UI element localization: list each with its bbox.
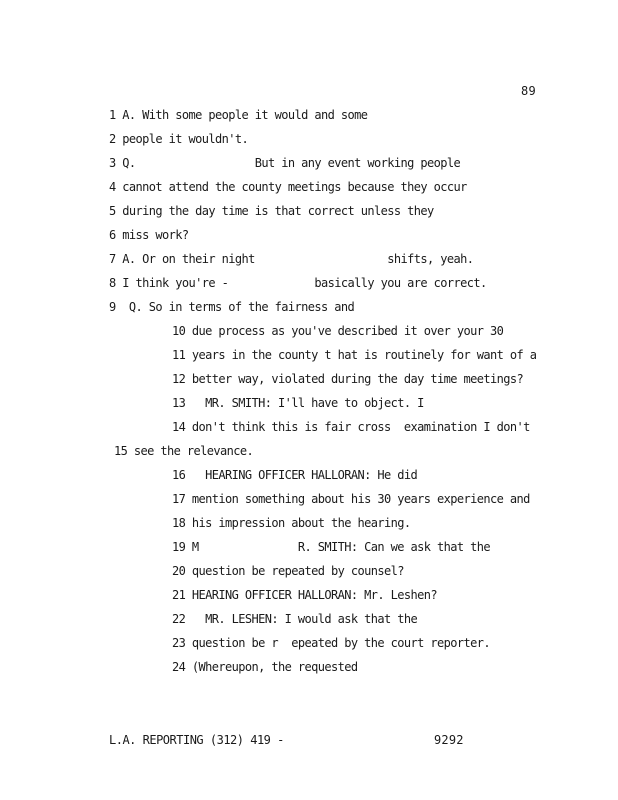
- transcript-line: 19 M R. SMITH: Can we ask that the: [172, 540, 490, 554]
- transcript-line: 10 due process as you've described it over your 30: [172, 324, 504, 338]
- transcript-line: 6 miss work?: [109, 228, 189, 242]
- page-number: 89: [521, 84, 537, 98]
- transcript-line: 17 mention something about his 30 years experience and: [172, 492, 530, 506]
- transcript-line: 14 don't think this is fair cross examination I don't: [172, 420, 530, 434]
- transcript-line: 21 HEARING OFFICER HALLORAN: Mr. Leshen?: [172, 588, 437, 602]
- transcript-line: 8 I think you're - basically you are correct.: [109, 276, 487, 290]
- transcript-line: 13 MR. SMITH: I'll have to object. I: [172, 396, 424, 410]
- transcript-line: 20 question be repeated by counsel?: [172, 564, 404, 578]
- footer-phone-suffix: 9292: [434, 733, 464, 747]
- transcript-line: 5 during the day time is that correct unless they: [109, 204, 434, 218]
- transcript-line: 24 (Whereupon, the requested: [172, 660, 358, 674]
- transcript-line: 16 HEARING OFFICER HALLORAN: He did: [172, 468, 418, 482]
- transcript-line: 9 Q. So in terms of the fairness and: [109, 300, 355, 314]
- transcript-line: 22 MR. LESHEN: I would ask that the: [172, 612, 418, 626]
- transcript-line: 11 years in the county t hat is routinely for want of a: [172, 348, 537, 362]
- transcript-line: 2 people it wouldn't.: [109, 132, 249, 146]
- footer-reporter: L.A. REPORTING (312) 419 -: [109, 733, 284, 747]
- transcript-line: 4 cannot attend the county meetings because they occur: [109, 180, 467, 194]
- transcript-line: 1 A. With some people it would and some: [109, 108, 368, 122]
- transcript-line: 23 question be r epeated by the court reporter.: [172, 636, 490, 650]
- transcript-line: 15 see the relevance.: [114, 444, 254, 458]
- transcript-line: 7 A. Or on their night shifts, yeah.: [109, 252, 474, 266]
- transcript-line: 3 Q. But in any event working people: [109, 156, 461, 170]
- transcript-line: 18 his impression about the hearing.: [172, 516, 411, 530]
- transcript-line: 12 better way, violated during the day time meetings?: [172, 372, 524, 386]
